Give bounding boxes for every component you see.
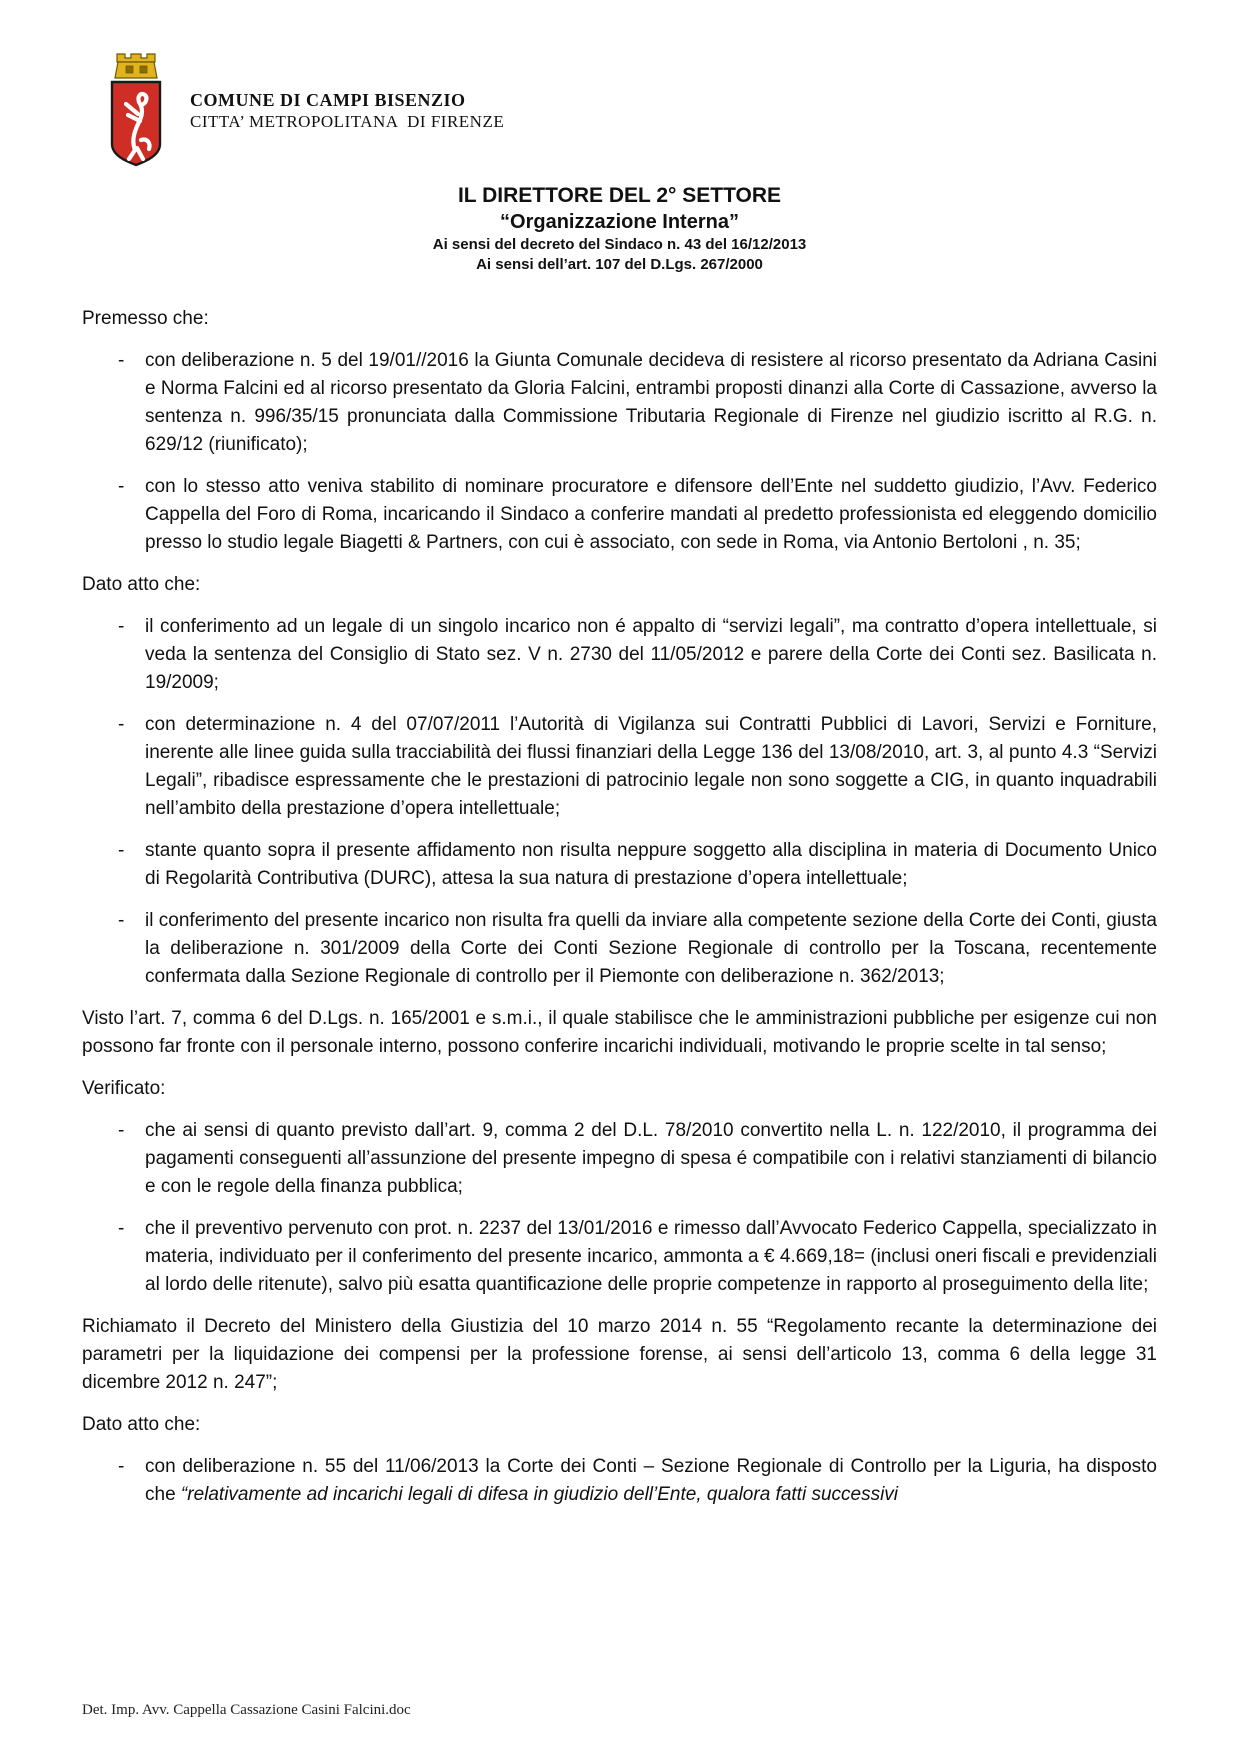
bullet-text: che il preventivo pervenuto con prot. n. 2237 del 13/01/2016 e rimesso dall’Avvocato Federico Cappella, specializzato in materia, individuato per il conferimento del presente incarico, ammonta a € 4.669,18= (inclusi oneri fiscali e previdenziali al lordo delle ritenute), salvo più esatta quantificazione delle proprie competenze in rapporto al proseguimento della lite; bbox=[145, 1218, 1157, 1295]
bullet-text: il conferimento ad un legale di un singolo incarico non é appalto di “servizi legali”, ma contratto d’opera intellettuale, si veda la sentenza del Consiglio di Stato sez. V n. 2730 del 11/05/2012 e parere della Corte dei Conti sez. Basilicata n. 19/2009; bbox=[145, 616, 1157, 693]
bullet-item bbox=[82, 837, 1157, 893]
bullet-item bbox=[82, 613, 1157, 697]
bullet-text: con lo stesso atto veniva stabilito di nominare procuratore e difensore dell’Ente nel suddetto giudizio, l’Avv. Federico Cappella del Foro di Roma, incaricando il Sindaco a conferire mandati al predetto professionista ed eleggendo domicilio presso lo studio legale Biagetti & Partners, con cui è associato, con sede in Roma, via Antonio Bertoloni , n. 35; bbox=[145, 476, 1157, 553]
bullet-dash: - bbox=[118, 350, 125, 371]
bullet-item bbox=[82, 907, 1157, 991]
bullet-text: il conferimento del presente incarico non risulta fra quelli da inviare alla competente sezione della Corte dei Conti, giusta la deliberazione n. 301/2009 della Corte dei Conti Sezione Regionale di controllo per la Toscana, recentemente confermata dalla Sezione Regionale di controllo per il Piemonte con deliberazione n. 362/2013; bbox=[145, 910, 1157, 987]
coat-of-arms-icon bbox=[104, 52, 168, 168]
paragraph-richiamato: Richiamato il Decreto del Ministero della Giustizia del 10 marzo 2014 n. 55 “Regolamento recante la determinazione dei parametri per la liquidazione dei compensi per la professione forense, ai sensi dell’articolo 13, comma 6 della legge 31 dicembre 2012 n. 247”; bbox=[82, 1316, 1157, 1393]
bullet-dash: - bbox=[118, 1456, 125, 1477]
doc-subtitle: “Organizzazione Interna” bbox=[500, 211, 739, 233]
bullet-item bbox=[82, 1453, 1157, 1509]
section-heading-dato-atto: Dato atto che: bbox=[82, 574, 201, 595]
section-heading-verificato: Verificato: bbox=[82, 1078, 166, 1099]
bullet-dash: - bbox=[118, 840, 125, 861]
bullet-text-lead: con deliberazione n. 55 del 11/06/2013 la Corte dei Conti – Sezione Regionale di Controllo per la Liguria, ha disposto che bbox=[145, 1456, 1157, 1505]
title-block bbox=[82, 182, 1157, 275]
bullet-dash: - bbox=[118, 1218, 125, 1239]
bullet-text-quote: “relativamente ad incarichi legali di difesa in giudizio dell’Ente, qualora fatti successivi bbox=[180, 1484, 899, 1505]
bullet-text: che ai sensi di quanto previsto dall’art. 9, comma 2 del D.L. 78/2010 convertito nella L. n. 122/2010, il programma dei pagamenti conseguenti all’assunzione del presente impegno di spesa é compatibile con i relativi stanziamenti di bilancio e con le regole della finanza pubblica; bbox=[145, 1120, 1157, 1197]
org-subtitle: CITTA’ METROPOLITANA DI FIRENZE bbox=[190, 112, 505, 131]
bullet-text: con deliberazione n. 5 del 19/01//2016 la Giunta Comunale decideva di resistere al ricorso presentato da Adriana Casini e Norma Falcini ed al ricorso presentato da Gloria Falcini, entrambi proposti dinanzi alla Corte di Cassazione, avverso la sentenza n. 996/35/15 pronunciata dalla Commissione Tributaria Regionale di Firenze nel giudizio iscritto al R.G. n. 629/12 (riunificato); bbox=[145, 350, 1157, 455]
bullet-dash: - bbox=[118, 714, 125, 735]
org-block bbox=[190, 90, 504, 132]
bullet-dash: - bbox=[118, 616, 125, 637]
bullet-item bbox=[82, 1117, 1157, 1201]
doc-legal-ref-2: Ai sensi dell’art. 107 del D.Lgs. 267/2000 bbox=[476, 256, 763, 273]
bullet-text: con determinazione n. 4 del 07/07/2011 l’Autorità di Vigilanza sui Contratti Pubblici di Lavori, Servizi e Forniture, inerente alle linee guida sulla tracciabilità dei flussi finanziari della Legge 136 del 13/08/2010, art. 3, al punto 4.3 “Servizi Legali”, ribadisce espressamente che le prestazioni di patrocinio legale non sono soggette a CIG, in quanto inquadrabili nell’ambito della prestazione d’opera intellettuale; bbox=[145, 714, 1157, 819]
mural-crown-icon bbox=[115, 54, 157, 78]
section-heading-dato-atto-2: Dato atto che: bbox=[82, 1414, 201, 1435]
bullet-item bbox=[82, 711, 1157, 823]
bullet-text: stante quanto sopra il presente affidamento non risulta neppure soggetto alla disciplina in materia di Documento Unico di Regolarità Contributiva (DURC), attesa la sua natura di prestazione d’opera intellettuale; bbox=[145, 840, 1157, 889]
org-name: COMUNE DI CAMPI BISENZIO bbox=[190, 90, 466, 110]
bullet-item bbox=[82, 347, 1157, 459]
paragraph-visto: Visto l’art. 7, comma 6 del D.Lgs. n. 165/2001 e s.m.i., il quale stabilisce che le amministrazioni pubbliche per esigenze cui non possono far fronte con il personale interno, possono conferire incarichi individuali, motivando le proprie scelte in tal senso; bbox=[82, 1008, 1157, 1057]
bullet-item bbox=[82, 473, 1157, 557]
bullet-dash: - bbox=[118, 476, 125, 497]
doc-legal-ref-1: Ai sensi del decreto del Sindaco n. 43 del 16/12/2013 bbox=[432, 236, 807, 253]
doc-title: IL DIRETTORE DEL 2° SETTORE bbox=[457, 184, 782, 207]
letterhead bbox=[82, 52, 1157, 168]
bullet-dash: - bbox=[118, 1120, 125, 1141]
bullet-dash: - bbox=[118, 910, 125, 931]
bullet-item bbox=[82, 1215, 1157, 1299]
section-heading-premesso: Premesso che: bbox=[82, 308, 209, 329]
footer-filename: Det. Imp. Avv. Cappella Cassazione Casini Falcini.doc bbox=[82, 1702, 411, 1718]
shield-icon bbox=[112, 82, 160, 165]
document-body bbox=[82, 305, 1157, 1509]
bullet-text bbox=[145, 1453, 1157, 1509]
